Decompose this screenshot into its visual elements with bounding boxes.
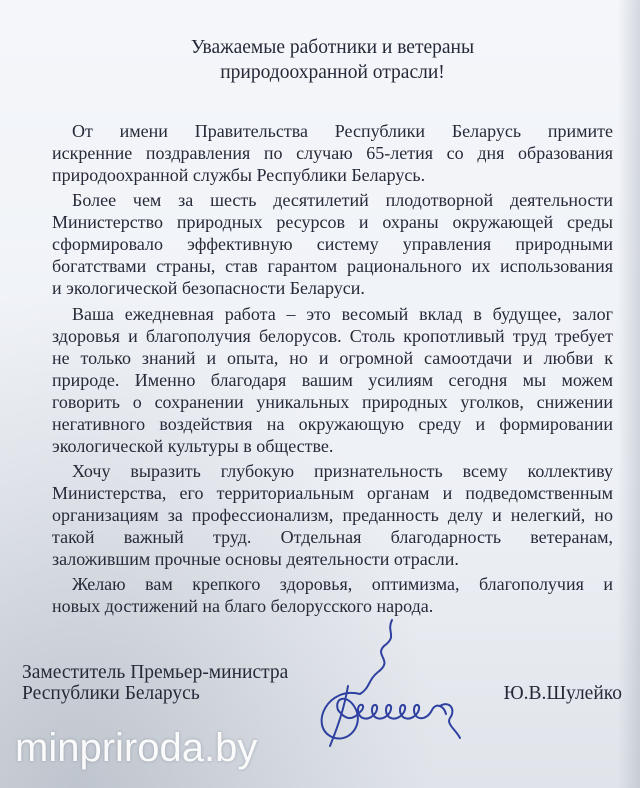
signature-image xyxy=(300,614,470,748)
paragraph-1 xyxy=(52,120,613,186)
signatory-position xyxy=(22,662,288,704)
salutation xyxy=(52,35,613,85)
paragraph-line: От имени Правительства Республики Беларусь примите xyxy=(72,121,613,141)
signatory-position-line: Заместитель Премьер-министра xyxy=(22,662,289,683)
paragraph-5 xyxy=(52,573,613,617)
paragraph-line: сформировало эффективную систему управления природными xyxy=(52,234,613,255)
paragraph-line: говорить о сохранении уникальных природных уголков, снижении xyxy=(52,391,613,412)
paragraph-line: Министерства, его территориальным органам и подведомственным xyxy=(52,482,613,503)
paragraph-4 xyxy=(52,460,613,570)
salutation-line: природоохранной отрасли! xyxy=(220,62,445,83)
paragraph-line: Ваша ежедневная работа – это весомый вклад в будущее, залог xyxy=(72,303,613,324)
signatory-name: Ю.В.Шулейко xyxy=(503,683,622,704)
paragraph-line: природоохранной службы Республики Беларусь. xyxy=(52,165,426,185)
paragraph-line: такой важный труд. Отдельная благодарность ветеранам, xyxy=(52,526,613,547)
paragraph-2 xyxy=(52,189,613,299)
paragraph-line: не только знаний и опыта, но и огромной самоотдачи и любви к xyxy=(52,347,613,368)
paragraph-line: Желаю вам крепкого здоровья, оптимизма, благополучия и xyxy=(72,574,613,594)
paragraph-line: негативного воздействия на окружающую среду и формировании xyxy=(52,413,613,434)
paragraph-3 xyxy=(52,303,613,457)
paragraph-line: Министерство природных ресурсов и охраны окружающей среды xyxy=(52,212,613,233)
paragraph-line: заложившим прочные основы деятельности отрасли. xyxy=(52,548,459,569)
paragraph-line: организациям за профессионализм, преданность делу и нелегкий, но xyxy=(52,504,613,525)
paragraph-line: природе. Именно благодаря вашим усилиям сегодня мы можем xyxy=(52,369,613,390)
signature-stroke xyxy=(360,620,392,694)
paragraph-line: здоровья и благополучия белорусов. Столь кропотливый труд требует xyxy=(52,325,613,346)
paragraph-line: новых достижений на благо белорусского народа. xyxy=(52,596,434,616)
salutation-line: Уважаемые работники и ветераны xyxy=(190,37,475,58)
paragraph-line: и экологической безопасности Беларуси. xyxy=(52,278,365,299)
letter-body xyxy=(52,120,613,620)
signatory-position-line: Республики Беларусь xyxy=(22,683,200,704)
paragraph-line: искренние поздравления по случаю 65-летия со дня образования xyxy=(52,143,613,163)
paragraph-line: Более чем за шесть десятилетий плодотворной деятельности xyxy=(72,190,613,211)
watermark: minpriroda.by xyxy=(15,726,258,770)
paragraph-line: экологической культуры в обществе. xyxy=(52,435,334,456)
paragraph-line: богатствами страны, став гарантом рационального их использования xyxy=(52,256,613,277)
paragraph-line: Хочу выразить глубокую признательность всему коллективу xyxy=(72,460,613,481)
